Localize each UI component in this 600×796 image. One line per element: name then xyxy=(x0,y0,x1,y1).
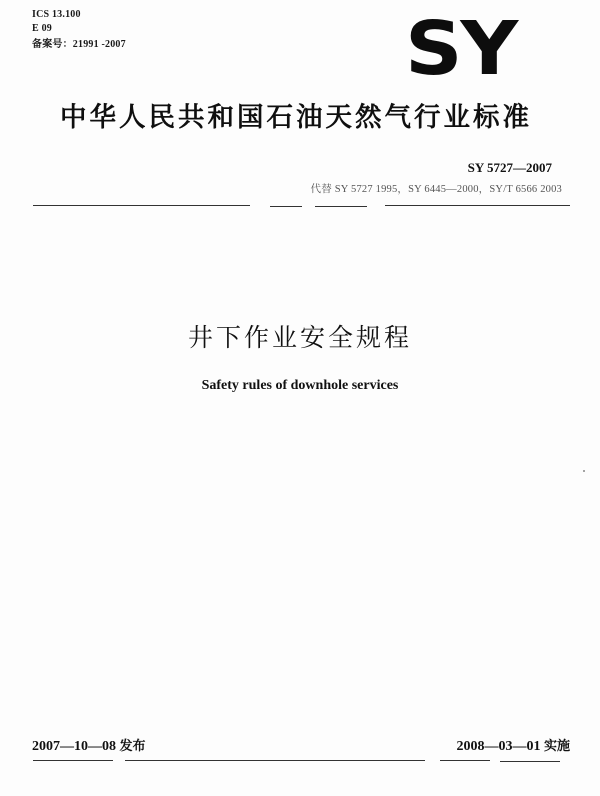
header-rule xyxy=(33,205,250,206)
implement-date-block xyxy=(456,735,570,755)
classification-code: E 09 xyxy=(32,23,52,34)
document-title-chinese: 井下作业安全规程 xyxy=(187,323,412,352)
implement-label: 实施 xyxy=(543,739,570,754)
header-rule xyxy=(385,205,570,206)
issue-date: 2007—10—08 xyxy=(32,739,116,754)
record-number: 备案号：21991 -2007 xyxy=(32,39,126,50)
header-rule xyxy=(270,206,302,207)
issue-label: 发布 xyxy=(119,739,146,754)
footer-rule xyxy=(500,761,560,762)
ics-code: ICS 13.100 xyxy=(32,9,81,20)
scan-speck xyxy=(583,470,585,472)
replaces-standards: 代替 SY 5727 1995，SY 6445—2000，SY/T 6566 2003 xyxy=(310,184,562,195)
footer-rule xyxy=(440,760,490,761)
issue-date-block xyxy=(32,735,146,755)
footer-rule xyxy=(125,760,425,761)
footer-rule xyxy=(33,760,113,761)
header-rule xyxy=(315,206,367,207)
standard-number: SY 5727—2007 xyxy=(467,160,552,175)
implement-date: 2008—03—01 xyxy=(456,739,541,754)
issuing-authority: 中华人民共和国石油天然气行业标准 xyxy=(60,102,532,133)
document-title-english: Safety rules of downhole services xyxy=(201,378,399,393)
sy-logo: SY xyxy=(405,6,517,92)
